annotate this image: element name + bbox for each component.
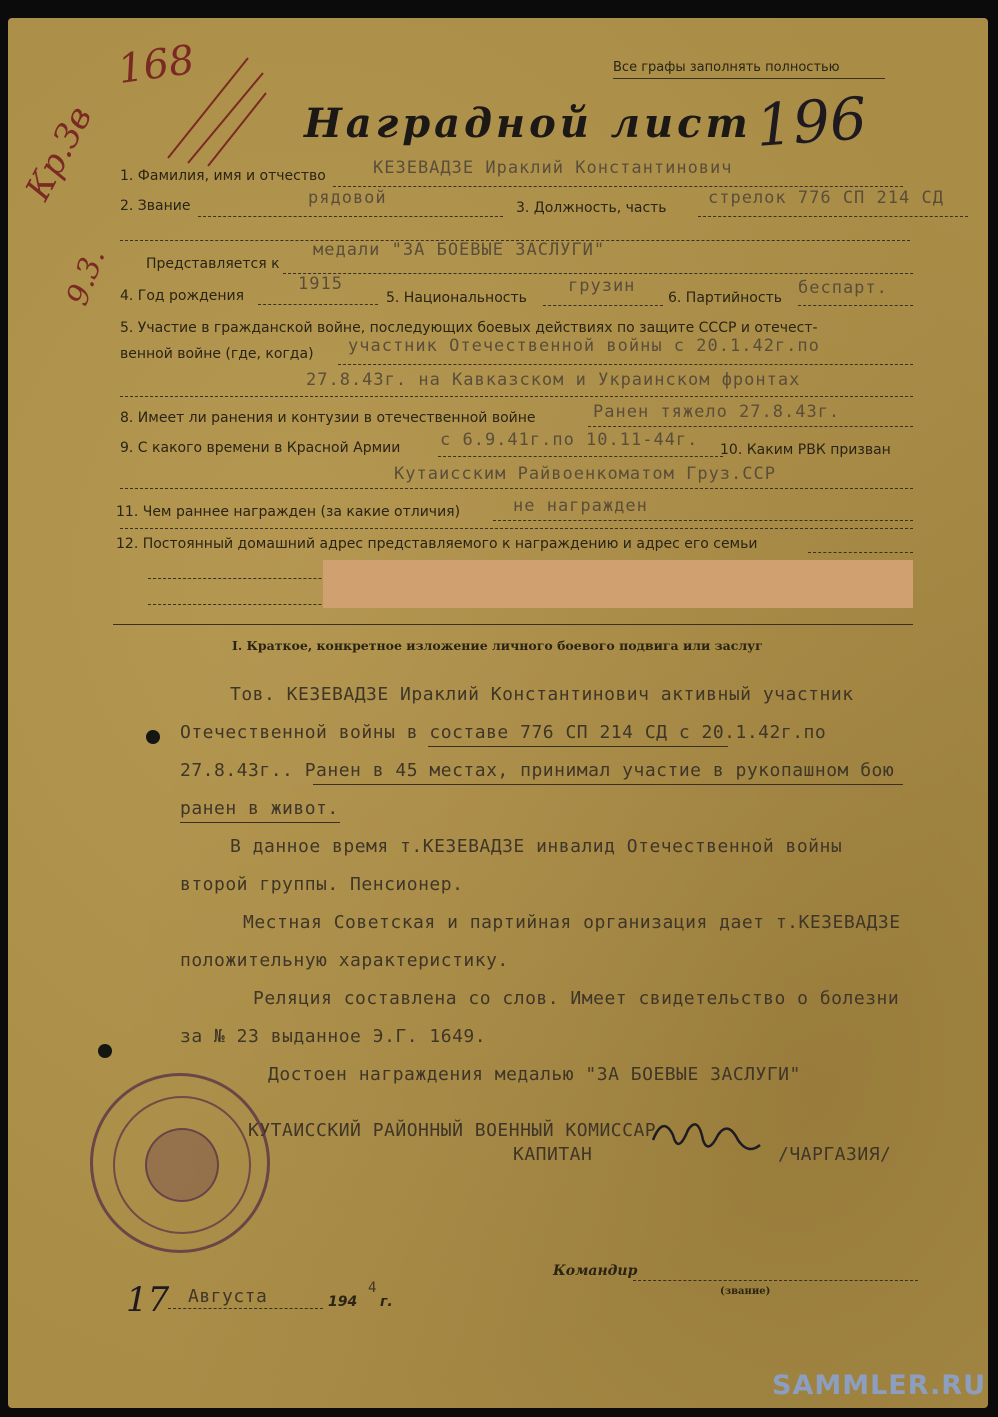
field-5-line bbox=[543, 305, 663, 306]
body-line-3: 27.8.43г.. Ранен в 45 местах, принимал участие в рукопашном бою bbox=[180, 760, 895, 781]
field-9-label: 9. С какого времени в Красной Армии bbox=[120, 440, 401, 456]
redacted-address bbox=[323, 560, 913, 608]
date-day: 17 bbox=[126, 1280, 170, 1320]
field-1-line bbox=[333, 186, 903, 187]
field-2-line bbox=[198, 216, 503, 217]
field-9-value: с 6.9.41г.по 10.11-44г. bbox=[440, 430, 699, 450]
date-month-line bbox=[168, 1308, 323, 1309]
field-1-value: КЕЗЕВАДЗЕ Ираклий Константинович bbox=[373, 158, 733, 178]
field-8-label: 8. Имеет ли ранения и контузии в отечественной войне bbox=[120, 410, 536, 426]
field-8-line bbox=[588, 426, 913, 427]
commissar-rank: КАПИТАН bbox=[513, 1144, 593, 1165]
notice-underline bbox=[613, 78, 885, 79]
commissar-name: /ЧАРГАЗИЯ/ bbox=[778, 1144, 892, 1165]
date-year-g: г. bbox=[380, 1294, 393, 1310]
field-10-label: 10. Каким РВК призван bbox=[720, 442, 891, 458]
field-1-label: 1. Фамилия, имя и отчество bbox=[120, 168, 326, 184]
body-line-10: за № 23 выданное Э.Г. 1649. bbox=[180, 1026, 487, 1047]
date-year-prefix: 194 bbox=[328, 1294, 358, 1310]
field-7-value-2: 27.8.43г. на Кавказском и Украинском фронтах bbox=[306, 370, 801, 390]
field-2-value: рядовой bbox=[308, 188, 387, 208]
body-line-5: В данное время т.КЕЗЕВАДЗЕ инвалид Отечественной войны bbox=[230, 836, 843, 857]
body-line-11: Достоен награждения медалью "ЗА БОЕВЫЕ ЗАСЛУГИ" bbox=[268, 1064, 801, 1085]
body-line-2: Отечественной войны в составе 776 СП 214 СД с 20.1.42г.по bbox=[180, 722, 827, 743]
field-7-line-1 bbox=[338, 364, 913, 365]
body-line-6: второй группы. Пенсионер. bbox=[180, 874, 464, 895]
punch-hole-2 bbox=[98, 1044, 112, 1058]
date-year-suffix: 4 bbox=[368, 1280, 377, 1296]
field-6-value: беспарт. bbox=[798, 278, 888, 298]
field-3-line bbox=[698, 216, 968, 217]
punch-hole-1 bbox=[146, 730, 160, 744]
field-6-line bbox=[798, 305, 913, 306]
field-5-label: 5. Национальность bbox=[386, 290, 527, 306]
margin-note-1: Кр.Зв bbox=[18, 99, 101, 207]
field-11-label: 11. Чем раннее награжден (за какие отличия) bbox=[116, 504, 461, 520]
body-line-7: Местная Советская и партийная организация дает т.КЕЗЕВАДЗЕ bbox=[243, 912, 901, 933]
body-underline-1 bbox=[428, 746, 728, 747]
commander-line bbox=[633, 1280, 918, 1281]
represented-value: медали "ЗА БОЕВЫЕ ЗАСЛУГИ" bbox=[313, 240, 606, 260]
award-sheet bbox=[8, 18, 988, 1408]
field-5-value: грузин bbox=[568, 276, 636, 296]
watermark: SAMMLER.RU bbox=[772, 1370, 986, 1401]
represented-line bbox=[283, 273, 913, 274]
margin-note-2: 9.3. bbox=[60, 244, 113, 310]
field-4-value: 1915 bbox=[298, 274, 343, 294]
body-underline-3 bbox=[180, 822, 340, 823]
field-3-label: 3. Должность, часть bbox=[516, 200, 667, 216]
field-2-label: 2. Звание bbox=[120, 198, 191, 214]
represented-label: Представляется к bbox=[146, 256, 280, 272]
body-line-4: ранен в живот. bbox=[180, 798, 339, 819]
field-11-value: не награжден bbox=[513, 496, 648, 516]
field-7-label-1: 5. Участие в гражданской войне, последующих боевых действиях по защите СССР и отечест- bbox=[120, 320, 818, 336]
document-title: Наградной лист bbox=[304, 100, 752, 147]
field-4-label: 4. Год рождения bbox=[120, 288, 245, 304]
rank-caption: (звание) bbox=[720, 1286, 771, 1297]
field-8-value: Ранен тяжело 27.8.43г. bbox=[593, 402, 841, 422]
field-7-value-1: участник Отечественной войны с 20.1.42г.по bbox=[348, 336, 820, 356]
field-12-label: 12. Постоянный домашний адрес представляемого к награждению и адрес его семьи bbox=[116, 536, 758, 552]
corner-number: 168 bbox=[115, 36, 198, 94]
handwritten-signature bbox=[648, 1110, 768, 1170]
section-heading: I. Краткое, конкретное изложение личного боевого подвига или заслуг bbox=[232, 638, 763, 653]
field-7-label-2: венной войне (где, когда) bbox=[120, 346, 314, 362]
document-number: 196 bbox=[753, 84, 869, 160]
field-10-line bbox=[120, 488, 913, 489]
field-3-value: стрелок 776 СП 214 СД bbox=[708, 188, 944, 208]
commissar-title: КУТАИССКИЙ РАЙОННЫЙ ВОЕННЫЙ КОМИССАР bbox=[248, 1120, 657, 1141]
body-line-1: Тов. КЕЗЕВАДЗЕ Ираклий Константинович активный участник bbox=[230, 684, 854, 705]
field-10-value: Кутаисским Райвоенкоматом Груз.ССР bbox=[394, 464, 776, 484]
margin-strokes bbox=[158, 48, 268, 168]
field-12-line-1 bbox=[808, 552, 913, 553]
body-line-9: Реляция составлена со слов. Имеет свидетельство о болезни bbox=[253, 988, 900, 1009]
fill-notice: Все графы заполнять полностью bbox=[613, 60, 840, 75]
date-month: Августа bbox=[188, 1286, 268, 1307]
body-underline-2 bbox=[313, 784, 903, 785]
field-11-line bbox=[493, 520, 913, 521]
field-4-line bbox=[258, 304, 378, 305]
field-7-line-2 bbox=[120, 396, 913, 397]
body-line-8: положительную характеристику. bbox=[180, 950, 509, 971]
section-divider bbox=[113, 624, 913, 625]
commander-label: Командир bbox=[553, 1263, 638, 1279]
field-9-line bbox=[438, 456, 723, 457]
field-6-label: 6. Партийность bbox=[668, 290, 782, 306]
official-stamp bbox=[90, 1073, 270, 1253]
field-11-line-2 bbox=[120, 528, 913, 529]
